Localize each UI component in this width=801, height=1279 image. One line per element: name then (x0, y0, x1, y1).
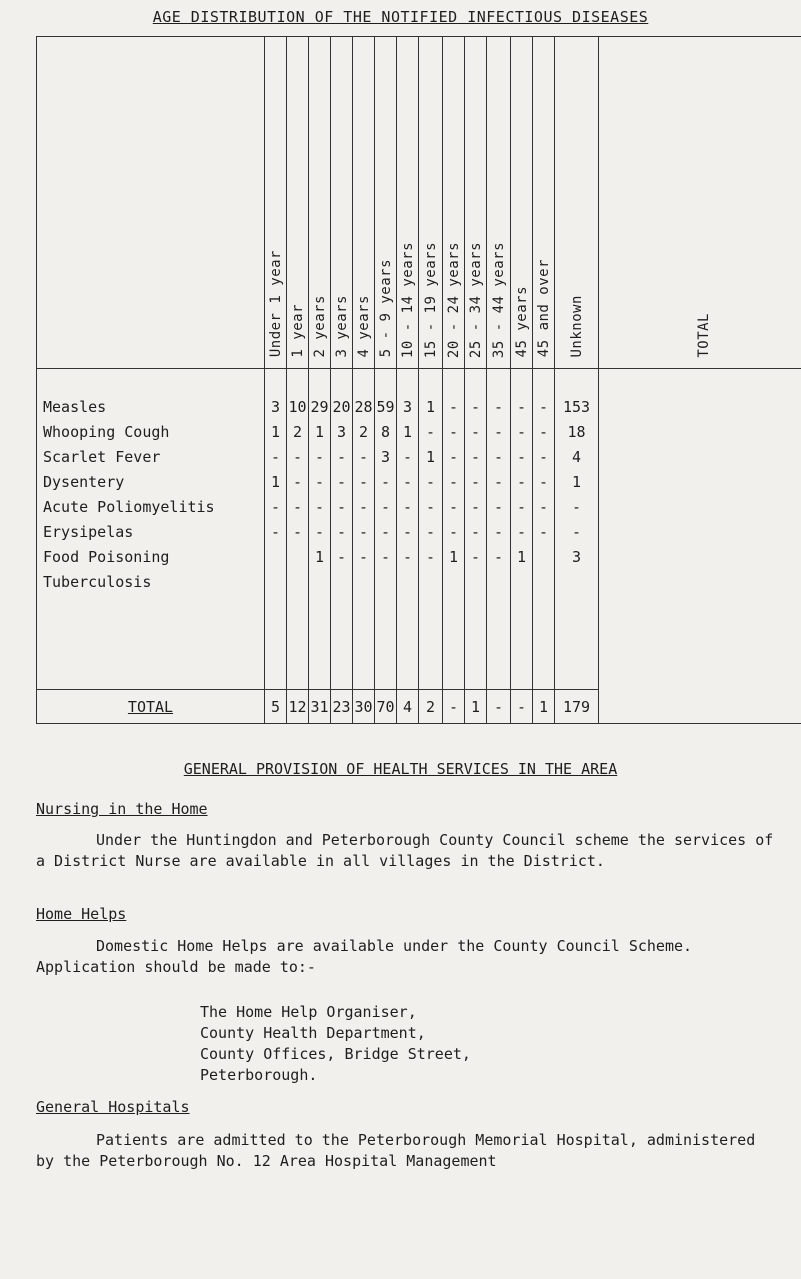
table-cell: - (511, 420, 533, 445)
column-header (555, 37, 599, 369)
table-cell: - (397, 444, 419, 469)
table-cell: - (331, 494, 353, 519)
table-cell: - (309, 444, 331, 469)
table-cell: - (419, 469, 443, 494)
table-cell: - (533, 395, 555, 420)
table-cell: - (309, 519, 331, 544)
table-cell: - (397, 519, 419, 544)
table-cell: 3 (331, 420, 353, 445)
table-cell: - (397, 494, 419, 519)
column-header-label: Under 1 year (267, 250, 284, 358)
table-cell: - (465, 395, 487, 420)
total-label: TOTAL (37, 690, 265, 724)
table-cell: - (309, 494, 331, 519)
column-total: 4 (397, 690, 419, 724)
row-total: - (555, 494, 599, 519)
table-cell (487, 569, 511, 594)
table-cell: - (397, 469, 419, 494)
table-cell (533, 544, 555, 569)
column-header-label: 45 and over (535, 259, 552, 358)
row-total (555, 569, 599, 594)
table-cell: - (443, 469, 465, 494)
row-total: 4 (555, 444, 599, 469)
table-cell: - (487, 420, 511, 445)
disease-name: Tuberculosis (37, 569, 265, 594)
table-cell: - (353, 469, 375, 494)
column-total: - (511, 690, 533, 724)
table-cell: - (353, 544, 375, 569)
table-cell: - (487, 444, 511, 469)
column-header (331, 37, 353, 369)
column-total: - (487, 690, 511, 724)
table-cell: 1 (419, 444, 443, 469)
table-cell (397, 569, 419, 594)
table-cell: - (331, 469, 353, 494)
column-header-label: 25 - 34 years (467, 241, 484, 358)
table-cell: - (511, 395, 533, 420)
table-cell: - (265, 494, 287, 519)
column-header-label: 20 - 24 years (445, 241, 462, 358)
column-header-label: 10 - 14 years (399, 241, 416, 358)
address-line: Peterborough. (200, 1066, 318, 1084)
column-total: - (443, 690, 465, 724)
table-cell: 1 (397, 420, 419, 445)
table-cell: - (419, 494, 443, 519)
table-cell: 3 (265, 395, 287, 420)
table-cell: - (487, 544, 511, 569)
row-total: 153 (555, 395, 599, 420)
disease-name: Acute Poliomyelitis (37, 494, 265, 519)
table-cell: - (287, 494, 309, 519)
column-header-label: 3 years (333, 295, 350, 358)
table-cell: 3 (397, 395, 419, 420)
table-cell: - (487, 494, 511, 519)
disease-name: Food Poisoning (37, 544, 265, 569)
table-cell: - (443, 494, 465, 519)
table-cell (353, 569, 375, 594)
table-cell: - (533, 469, 555, 494)
table-cell: - (465, 494, 487, 519)
table-row (37, 544, 801, 569)
table-cell: 1 (265, 420, 287, 445)
column-header (375, 37, 397, 369)
column-header (353, 37, 375, 369)
table-cell: 1 (309, 420, 331, 445)
column-header-label: 1 year (289, 304, 306, 358)
row-total: 3 (555, 544, 599, 569)
column-total: 23 (331, 690, 353, 724)
table-cell (331, 569, 353, 594)
table-cell (443, 569, 465, 594)
table-cell: - (353, 444, 375, 469)
table-cell: - (487, 519, 511, 544)
row-total: 18 (555, 420, 599, 445)
table-cell: - (443, 420, 465, 445)
table-cell: 1 (309, 544, 331, 569)
disease-name: Scarlet Fever (37, 444, 265, 469)
table-cell: 8 (375, 420, 397, 445)
column-header-label: 45 years (513, 286, 530, 358)
page-title: AGE DISTRIBUTION OF THE NOTIFIED INFECTIOUS DISEASES (152, 8, 649, 26)
table-cell (511, 569, 533, 594)
column-header-label: 2 years (311, 295, 328, 358)
table-cell: - (511, 444, 533, 469)
column-header (309, 37, 331, 369)
table-cell: - (465, 544, 487, 569)
table-cell: - (353, 494, 375, 519)
table-cell: - (375, 494, 397, 519)
hospitals-text: Patients are admitted to the Peterborough Memorial Hospital, administered by the Peterborough No. 12 Area Hospital Management (36, 1131, 756, 1170)
table-cell: - (265, 444, 287, 469)
table-cell: - (487, 469, 511, 494)
column-header-label: Unknown (568, 295, 585, 358)
grand-total: 179 (555, 690, 599, 724)
table-cell: - (443, 444, 465, 469)
address-line: County Health Department, (200, 1024, 426, 1042)
disease-header-blank (37, 37, 265, 369)
table-row (37, 395, 801, 420)
table-cell: - (443, 519, 465, 544)
table-cell (287, 569, 309, 594)
table-cell: - (419, 544, 443, 569)
table-cell (419, 569, 443, 594)
table-cell: - (287, 469, 309, 494)
table-cell: 2 (353, 420, 375, 445)
table-row (37, 420, 801, 445)
column-total: 70 (375, 690, 397, 724)
column-header (511, 37, 533, 369)
column-header-label: TOTAL (695, 312, 712, 358)
table-cell (309, 569, 331, 594)
table-cell: - (331, 544, 353, 569)
column-total: 5 (265, 690, 287, 724)
table-cell: 1 (511, 544, 533, 569)
table-cell: 1 (443, 544, 465, 569)
address-line: The Home Help Organiser, (200, 1003, 417, 1021)
column-total: 31 (309, 690, 331, 724)
table-cell: - (533, 519, 555, 544)
column-header-label: 4 years (355, 295, 372, 358)
column-header (419, 37, 443, 369)
column-header (599, 37, 801, 369)
table-cell (375, 569, 397, 594)
nursing-text: Under the Huntingdon and Peterborough County Council scheme the services of a District Nurse are available in all villages in the District. (36, 831, 774, 870)
disease-name: Erysipelas (37, 519, 265, 544)
home-helps-text: Domestic Home Helps are available under the County Council Scheme. Application should be made to:- (36, 937, 693, 976)
table-cell: - (511, 469, 533, 494)
column-header (533, 37, 555, 369)
table-cell: - (375, 519, 397, 544)
table-cell: - (419, 420, 443, 445)
table-cell: - (465, 420, 487, 445)
table-cell (265, 544, 287, 569)
table-cell: - (511, 494, 533, 519)
table-cell: 20 (331, 395, 353, 420)
address-line: County Offices, Bridge Street, (200, 1045, 471, 1063)
column-header (265, 37, 287, 369)
table-cell: - (309, 469, 331, 494)
totals-row (37, 690, 801, 724)
nursing-heading: Nursing in the Home (36, 800, 208, 818)
section-title: GENERAL PROVISION OF HEALTH SERVICES IN THE AREA (183, 760, 618, 778)
row-total: 1 (555, 469, 599, 494)
table-cell: - (465, 444, 487, 469)
table-cell: - (287, 444, 309, 469)
table-cell: - (511, 519, 533, 544)
column-header-label: 15 - 19 years (422, 241, 439, 358)
table-cell (265, 569, 287, 594)
table-cell: - (465, 519, 487, 544)
table-cell: 29 (309, 395, 331, 420)
column-header-label: 35 - 44 years (490, 241, 507, 358)
table-cell: 1 (419, 395, 443, 420)
table-row (37, 494, 801, 519)
home-help-address (200, 1002, 471, 1086)
table-cell: - (331, 519, 353, 544)
table-cell: - (419, 519, 443, 544)
column-header (487, 37, 511, 369)
disease-name: Measles (37, 395, 265, 420)
table-cell: - (443, 395, 465, 420)
table-row (37, 569, 801, 594)
age-distribution-table (36, 36, 801, 724)
table-row (37, 469, 801, 494)
table-cell: - (375, 469, 397, 494)
table-row (37, 519, 801, 544)
disease-name: Whooping Cough (37, 420, 265, 445)
table-cell: - (533, 420, 555, 445)
column-header (465, 37, 487, 369)
table-cell: 59 (375, 395, 397, 420)
row-total: - (555, 519, 599, 544)
column-total: 2 (419, 690, 443, 724)
table-cell: 1 (265, 469, 287, 494)
table-cell: - (331, 444, 353, 469)
table-cell (287, 544, 309, 569)
table-cell: - (287, 519, 309, 544)
column-header (287, 37, 309, 369)
table-cell: - (465, 469, 487, 494)
column-header (397, 37, 419, 369)
column-header (443, 37, 465, 369)
table-cell: - (265, 519, 287, 544)
column-total: 30 (353, 690, 375, 724)
table-cell: - (353, 519, 375, 544)
column-total: 1 (465, 690, 487, 724)
home-helps-heading: Home Helps (36, 905, 127, 923)
column-header-label: 5 - 9 years (377, 259, 394, 358)
table-row (37, 444, 801, 469)
table-cell (465, 569, 487, 594)
table-cell: - (397, 544, 419, 569)
column-total: 12 (287, 690, 309, 724)
table-cell: - (533, 444, 555, 469)
hospitals-heading: General Hospitals (36, 1098, 190, 1116)
disease-name: Dysentery (37, 469, 265, 494)
table-cell: - (487, 395, 511, 420)
table-cell: 3 (375, 444, 397, 469)
column-total: 1 (533, 690, 555, 724)
table-cell: 28 (353, 395, 375, 420)
table-cell: - (375, 544, 397, 569)
table-cell: 2 (287, 420, 309, 445)
table-cell: 10 (287, 395, 309, 420)
table-cell: - (533, 494, 555, 519)
table-cell (533, 569, 555, 594)
